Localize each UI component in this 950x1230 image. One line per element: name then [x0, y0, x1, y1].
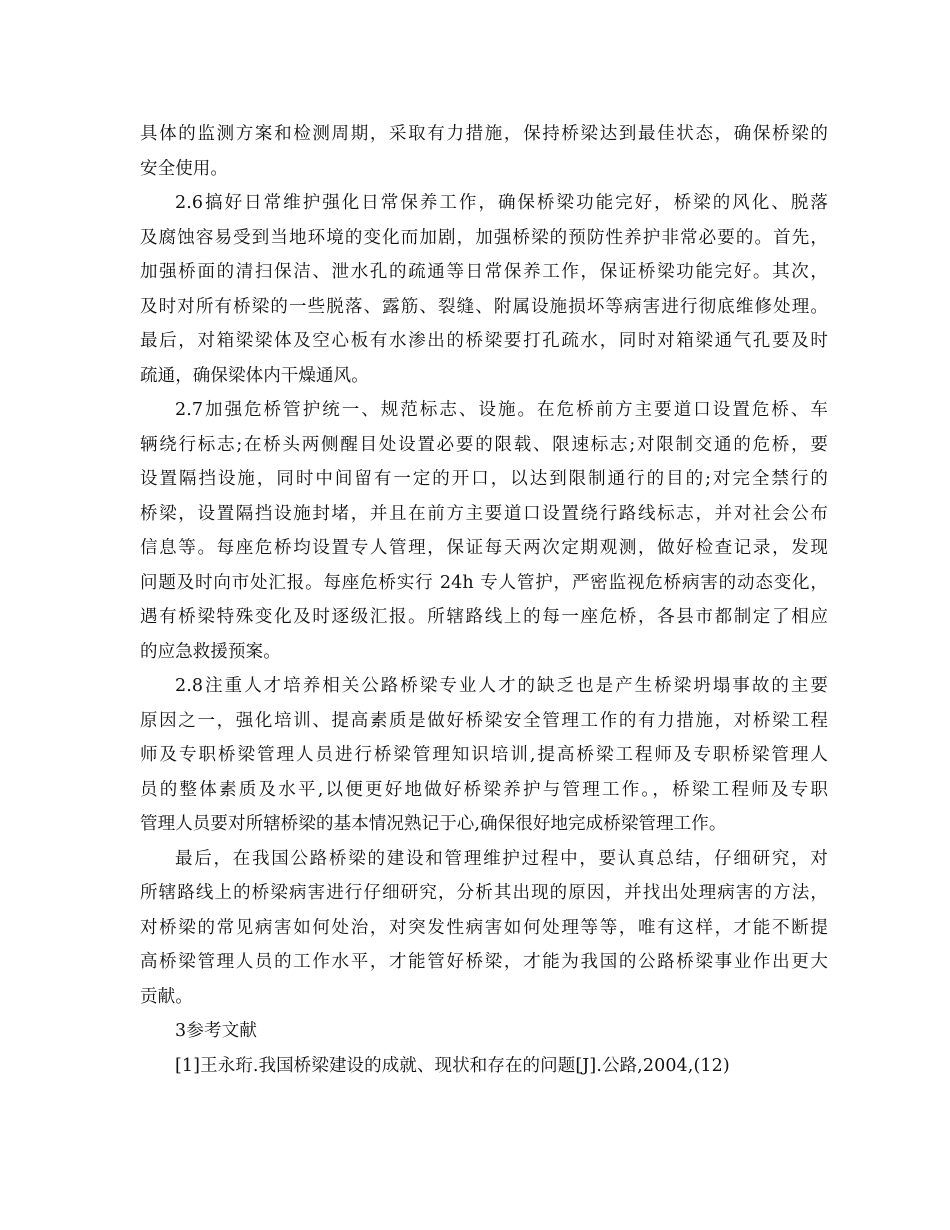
text-line: 及腐蚀容易受到当地环境的变化而加剧，加强桥梁的预防性养护非常必要的。首先，	[140, 227, 828, 248]
text-line: 管理人员要对所辖桥梁的基本情况熟记于心,确保很好地完成桥梁管理工作。	[140, 814, 727, 834]
document-body	[140, 117, 828, 1083]
reference-item: [1]王永珩.我国桥梁建设的成就、现状和存在的问题[J].公路,2004,(12)	[175, 1055, 730, 1076]
text-line: 安全使用。	[140, 158, 228, 179]
text-line: 2.8注重人才培养相关公路桥梁专业人才的缺乏也是产生桥梁坍塌事故的主要	[175, 676, 828, 696]
text-line: 2.6搞好日常维护强化日常保养工作，确保桥梁功能完好，桥梁的风化、脱落	[175, 193, 828, 213]
text-line: 辆绕行标志;在桥头两侧醒目处设置必要的限载、限速标志;对限制交通的危桥，要	[140, 434, 828, 455]
text-line: 最后，对箱梁梁体及空心板有水渗出的桥梁要打孔疏水，同时对箱梁通气孔要及时	[140, 331, 828, 351]
text-line: 疏通，确保梁体内干燥通风。	[140, 365, 369, 386]
text-line: 信息等。每座危桥均设置专人管理，保证每天两次定期观测，做好检查记录，发现	[140, 538, 828, 558]
text-line: 的应急救援预案。	[140, 641, 281, 662]
paragraph-intro-continuation	[140, 117, 828, 186]
text-line: 加强桥面的清扫保洁、泄水孔的疏通等日常保养工作，保证桥梁功能完好。其次，	[140, 262, 828, 282]
text-line: 原因之一，强化培训、提高素质是做好桥梁安全管理工作的有力措施，对桥梁工程	[140, 710, 828, 731]
text-line: 员的整体素质及水平,以便更好地做好桥梁养护与管理工作。，桥梁工程师及专职	[140, 779, 828, 800]
text-line: 具体的监测方案和检测周期，采取有力措施，保持桥梁达到最佳状态，确保桥梁的	[140, 124, 828, 144]
text-line: 高桥梁管理人员的工作水平，才能管好桥梁，才能为我国的公路桥梁事业作出更大	[140, 952, 828, 972]
paragraph-2-7	[140, 393, 828, 669]
text-line: 最后，在我国公路桥梁的建设和管理维护过程中，要认真总结，仔细研究，对	[175, 848, 828, 869]
text-line: 师及专职桥梁管理人员进行桥梁管理知识培训,提高桥梁工程师及专职桥梁管理人	[140, 745, 828, 765]
text-line: 2.7加强危桥管护统一、规范标志、设施。在危桥前方主要道口设置危桥、车	[175, 400, 828, 420]
text-line: 及时对所有桥梁的一些脱落、露筋、裂缝、附属设施损坏等病害进行彻底维修处理。	[140, 296, 828, 317]
paragraph-2-6	[140, 186, 828, 393]
paragraph-2-8	[140, 669, 828, 842]
text-line: 所辖路线上的桥梁病害进行仔细研究，分析其出现的原因，并找出处理病害的方法，	[140, 883, 828, 903]
paragraph-conclusion	[140, 842, 828, 1015]
text-line: 设置隔挡设施，同时中间留有一定的开口，以达到限制通行的目的;对完全禁行的	[140, 469, 828, 489]
references-heading: 3参考文献	[175, 1021, 258, 1041]
text-line: 贡献。	[140, 986, 193, 1007]
text-line: 遇有桥梁特殊变化及时逐级汇报。所辖路线上的每一座危桥，各县市都制定了相应	[140, 607, 828, 627]
references-section	[140, 1014, 828, 1083]
text-line: 桥梁，设置隔挡设施封堵，并且在前方主要道口设置绕行路线标志，并对社会公布	[140, 503, 828, 524]
text-line: 问题及时向市处汇报。每座危桥实行 24h 专人管护，严密监视危桥病害的动态变化，	[140, 572, 828, 593]
text-line: 对桥梁的常见病害如何处治，对突发性病害如何处理等等，唯有这样，才能不断提	[140, 917, 828, 938]
